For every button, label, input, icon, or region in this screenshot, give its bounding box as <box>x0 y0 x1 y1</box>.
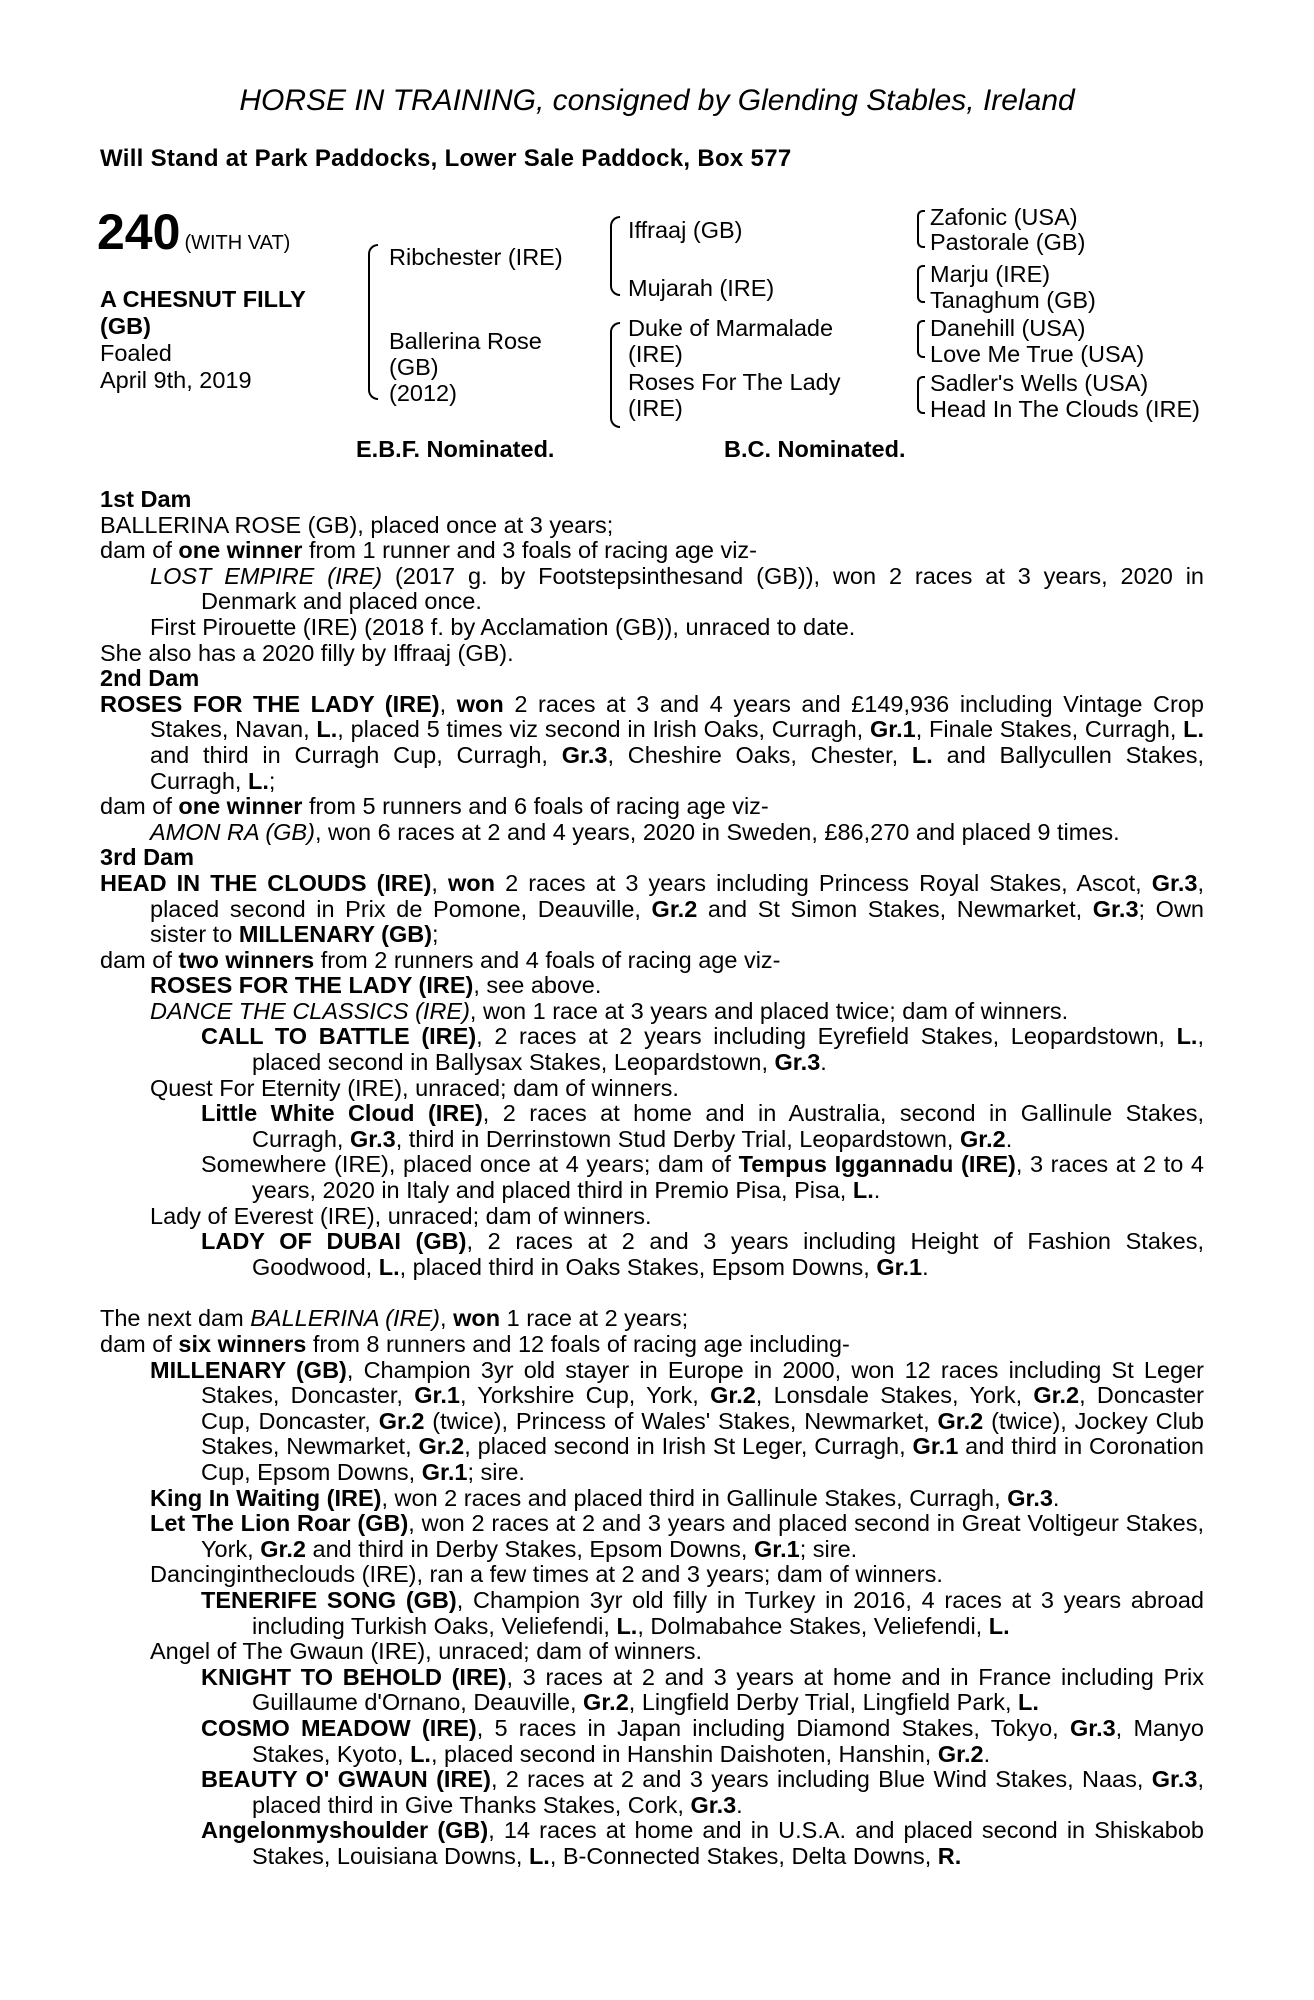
progeny-entry: Somewhere (IRE), placed once at 4 years; dam of Tempus Iggannadu (IRE), 3 races at 2 to 4 years, 2020 in Italy and placed third in Premio Pisa, Pisa, L.. <box>201 1151 1204 1204</box>
foaled-date: April 9th, 2019 <box>100 367 252 393</box>
progeny-entry: King In Waiting (IRE), won 2 races and placed third in Gallinule Stakes, Curragh, Gr.3. <box>150 1484 1060 1511</box>
progeny-entry: TENERIFE SONG (GB), Champion 3yr old filly in Turkey in 2016, 4 races at 3 years abroad including Turkish Oaks, Veliefendi, L., Dolmabahce Stakes, Veliefendi, L. <box>201 1586 1204 1639</box>
pedigree-sire-sire: Iffraaj (GB) <box>628 217 743 243</box>
next-dam-produce: dam of six winners from 8 runners and 12 foals of racing age including- <box>100 1331 850 1357</box>
stand-location: Will Stand at Park Paddocks, Lower Sale Paddock, Box 577 <box>100 145 792 172</box>
progeny-entry: KNIGHT TO BEHOLD (IRE), 3 races at 2 and 3 years at home and in France including Prix Guillaume d'Ornano, Deauville, Gr.2, Lingfield Derby Trial, Lingfield Park, L. <box>201 1663 1204 1716</box>
progeny-entry: Quest For Eternity (IRE), unraced; dam of winners. <box>150 1074 679 1101</box>
pedigree-brace <box>368 244 378 400</box>
progeny-entry: Angelonmyshoulder (GB), 14 races at home and in U.S.A. and placed second in Shiskabob Stakes, Louisiana Downs, L., B-Connected Stakes, Delta Downs, R. <box>201 1817 1204 1869</box>
pedigree-dam: Ballerina Rose (GB) (2012) <box>389 328 542 406</box>
ebf-nomination: E.B.F. Nominated. <box>356 436 555 462</box>
bc-nomination: B.C. Nominated. <box>724 436 906 462</box>
lot-number: 240 <box>97 204 181 260</box>
progeny-entry: CALL TO BATTLE (IRE), 2 races at 2 years including Eyrefield Stakes, Leopardstown, L., placed second in Ballysax Stakes, Leopardstown, Gr.3. <box>201 1023 1204 1076</box>
pedigree-brace <box>917 210 925 248</box>
pedigree-dam-dam: Roses For The Lady (IRE) <box>628 369 841 421</box>
second-dam-record: ROSES FOR THE LADY (IRE), won 2 races at 3 and 4 years and £149,936 including Vintage Crop Stakes, Navan, L., placed 5 times viz second in Irish Oaks, Curragh, Gr.1, Finale Stakes, Curragh, L. and third in Curragh Cup, Curragh, Gr.3, Cheshire Oaks, Chester, L. and Ballycullen Stakes, Curragh, L.; <box>100 690 1205 794</box>
progeny-entry: Little White Cloud (IRE), 2 races at home and in Australia, second in Gallinule Stakes, Curragh, Gr.3, third in Derrinstown Stud Derby Trial, Leopardstown, Gr.2. <box>201 1100 1204 1152</box>
pedigree-notes <box>100 487 1204 1869</box>
page-title: HORSE IN TRAINING, consigned by Glending Stables, Ireland <box>239 84 1075 117</box>
first-dam-line: BALLERINA ROSE (GB), placed once at 3 years; <box>100 511 614 538</box>
pedigree-dam-sire: Duke of Marmalade (IRE) <box>628 315 834 367</box>
first-dam-heading: 1st Dam <box>100 486 192 512</box>
progeny-entry: BEAUTY O' GWAUN (IRE), 2 races at 2 and 3 years including Blue Wind Stakes, Naas, Gr.3, placed third in Give Thanks Stakes, Cork, Gr.3. <box>201 1766 1204 1818</box>
progeny-entry: Lady of Everest (IRE), unraced; dam of winners. <box>150 1202 652 1229</box>
progeny-entry: DANCE THE CLASSICS (IRE), won 1 race at 3 years and placed twice; dam of winners. <box>150 997 1069 1024</box>
pedigree-brace <box>610 322 620 428</box>
pedigree-gg-5: Danehill (USA) <box>930 315 1086 341</box>
pedigree-brace <box>917 265 925 303</box>
pedigree-sire: Ribchester (IRE) <box>389 244 563 270</box>
first-dam-produce: dam of one winner from 1 runner and 3 foals of racing age viz- <box>100 537 757 564</box>
next-dam-record: The next dam BALLERINA (IRE), won 1 race at 2 years; <box>100 1305 689 1332</box>
progeny-entry: Let The Lion Roar (GB), won 2 races at 2 and 3 years and placed second in Great Voltigeur Stakes, York, Gr.2 and third in Derby Stakes, Epsom Downs, Gr.1; sire. <box>150 1510 1204 1562</box>
progeny-entry: First Pirouette (IRE) (2018 f. by Acclamation (GB)), unraced to date. <box>150 613 856 640</box>
pedigree-gg-2: Pastorale (GB) <box>930 229 1086 255</box>
progeny-entry: LOST EMPIRE (IRE) (2017 g. by Footstepsinthesand (GB)), won 2 races at 3 years, 2020 in Denmark and placed once. <box>150 562 1204 615</box>
pedigree-brace <box>917 376 925 414</box>
lot-block <box>97 202 290 262</box>
progeny-entry: Dancingintheclouds (IRE), ran a few times at 2 and 3 years; dam of winners. <box>150 1561 943 1588</box>
pedigree-brace <box>917 320 925 358</box>
progeny-entry: MILLENARY (GB), Champion 3yr old stayer in Europe in 2000, won 12 races including St Leger Stakes, Doncaster, Gr.1, Yorkshire Cup, York, Gr.2, Lonsdale Stakes, York, Gr.2, Doncaster Cup, Doncaster, Gr.2 (twice), Princess of Wales' Stakes, Newmarket, Gr.2 (twice), Jockey Club Stakes, Newmarket, Gr.2, placed second in Irish St Leger, Curragh, Gr.1 and third in Coronation Cup, Epsom Downs, Gr.1; sire. <box>150 1356 1205 1485</box>
pedigree-gg-7: Sadler's Wells (USA) <box>930 370 1149 396</box>
pedigree-brace <box>610 216 620 296</box>
first-dam-note: She also has a 2020 filly by Iffraaj (GB). <box>100 639 514 666</box>
horse-sex-colour: A CHESNUT FILLY <box>100 286 306 312</box>
progeny-entry: COSMO MEADOW (IRE), 5 races in Japan including Diamond Stakes, Tokyo, Gr.3, Manyo Stakes, Kyoto, L., placed second in Hanshin Daishoten, Hanshin, Gr.2. <box>201 1714 1204 1767</box>
foaled-label: Foaled <box>100 340 172 366</box>
third-dam-record: HEAD IN THE CLOUDS (IRE), won 2 races at 3 years including Princess Royal Stakes, Ascot, Gr.3, placed second in Prix de Pomone, Deauville, Gr.2 and St Simon Stakes, Newmarket, Gr.3; Own sister to MILLENARY (GB); <box>100 869 1205 948</box>
pedigree-sire-dam: Mujarah (IRE) <box>628 275 775 301</box>
progeny-entry: LADY OF DUBAI (GB), 2 races at 2 and 3 years including Height of Fashion Stakes, Goodwood, L., placed third in Oaks Stakes, Epsom Downs, Gr.1. <box>201 1228 1204 1280</box>
third-dam-heading: 3rd Dam <box>100 844 195 871</box>
progeny-entry: AMON RA (GB), won 6 races at 2 and 4 years, 2020 in Sweden, £86,270 and placed 9 times. <box>150 818 1120 845</box>
horse-description <box>100 286 306 394</box>
horse-origin: (GB) <box>100 313 151 339</box>
second-dam-produce: dam of one winner from 5 runners and 6 foals of racing age viz- <box>100 793 769 820</box>
pedigree-gg-1: Zafonic (USA) <box>930 204 1078 230</box>
progeny-entry: Angel of The Gwaun (IRE), unraced; dam of winners. <box>150 1638 703 1665</box>
pedigree-gg-4: Tanaghum (GB) <box>930 287 1096 313</box>
pedigree-gg-6: Love Me True (USA) <box>930 341 1145 367</box>
second-dam-heading: 2nd Dam <box>100 665 200 692</box>
third-dam-produce: dam of two winners from 2 runners and 4 foals of racing age viz- <box>100 946 781 973</box>
vat-label: (WITH VAT) <box>184 232 291 254</box>
progeny-entry: ROSES FOR THE LADY (IRE), see above. <box>150 972 602 999</box>
pedigree-gg-8: Head In The Clouds (IRE) <box>930 396 1200 422</box>
pedigree-gg-3: Marju (IRE) <box>930 261 1051 287</box>
